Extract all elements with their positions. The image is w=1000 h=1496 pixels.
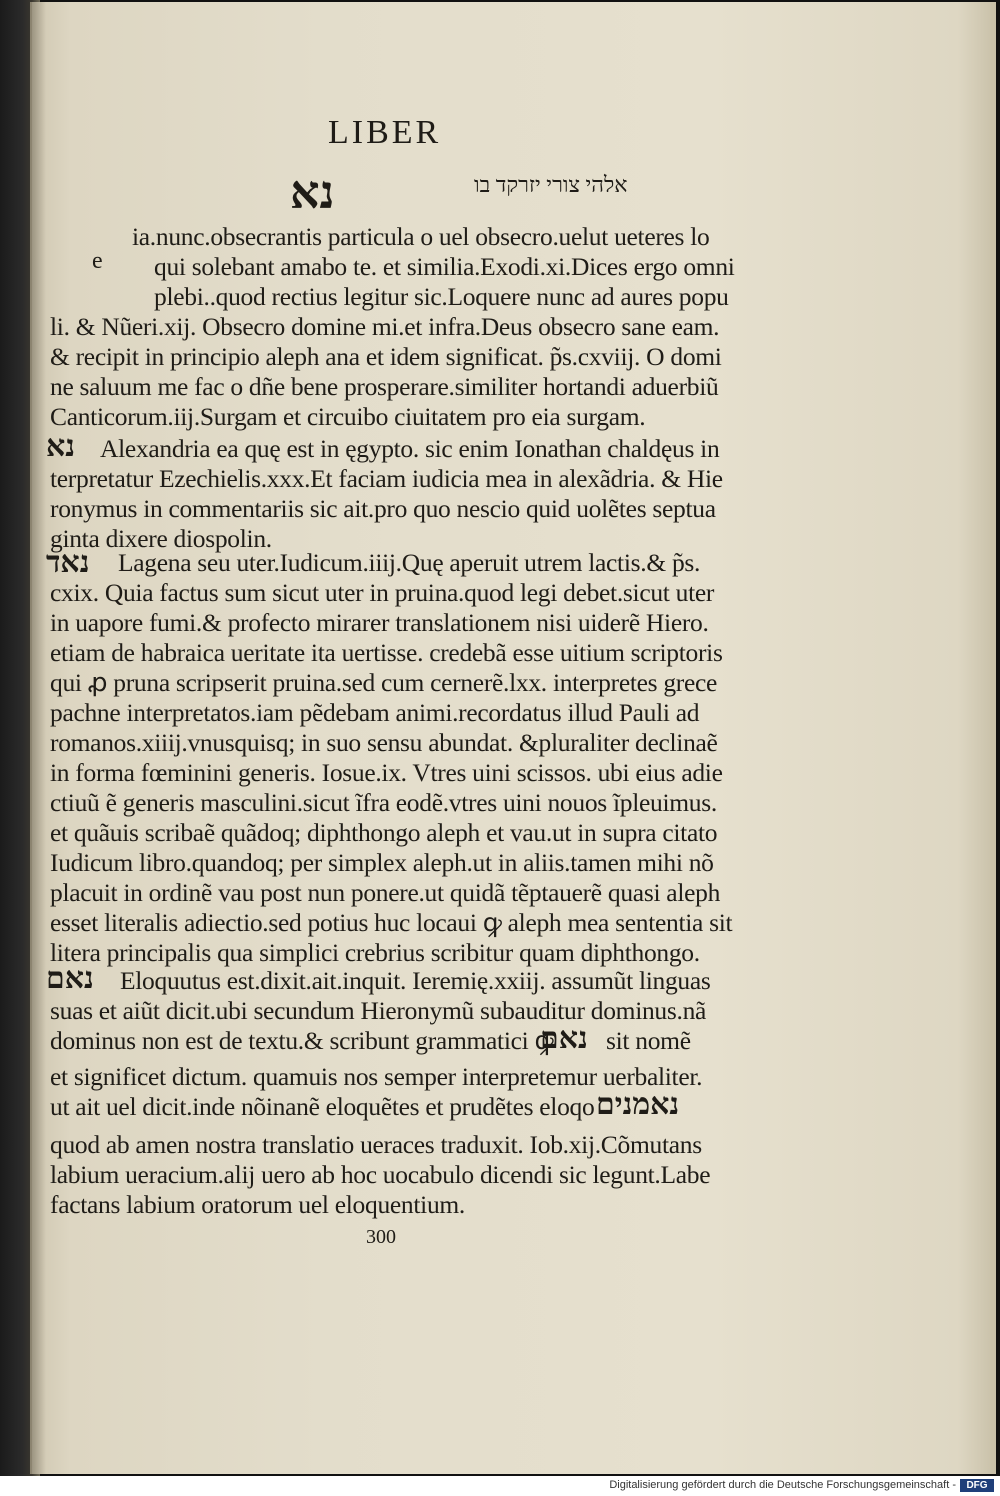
text-line: litera principalis qua simplici crebrius scribitur quam diphthongo.: [50, 938, 700, 967]
entry-hebrew-word: נא: [46, 430, 76, 463]
text-line: dominus non est de textu.& scribunt grammatici ꝙ: [50, 1026, 554, 1055]
margin-mark: e: [92, 248, 103, 274]
text-line: placuit in ordinẽ vau post nun ponere.ut quidã tẽptauerẽ quasi aleph: [50, 878, 721, 907]
text-line: pachne interpretatos.iam pẽdebam animi.recordatus illud Pauli ad: [50, 698, 700, 727]
text-line: ut ait uel dicit.inde nõinanẽ eloquẽtes et prudẽtes eloqo: [50, 1092, 595, 1121]
text-line: et quãuis scribaẽ quãdoq; diphthongo aleph et vau.ut in supra citato: [50, 818, 718, 847]
footer-credit: Digitalisierung gefördert durch die Deutsche Forschungsgemeinschaft -: [609, 1479, 956, 1491]
entry-hebrew-heading: נא: [290, 167, 335, 218]
dfg-logo: DFG: [960, 1479, 994, 1492]
text-line: & recipit in principio aleph ana et idem significat. p̃s.cxviij. O domi: [50, 342, 722, 371]
text-line: Eloquutus est.dixit.ait.inquit. Ieremię.xxiij. assumũt linguas: [120, 966, 711, 995]
text-line: quod ab amen nostra translatio ueraces traduxit. Iob.xij.Cõmutans: [50, 1130, 702, 1159]
entry-hebrew-word: נאד: [46, 546, 90, 579]
entry-hebrew-word: נאם: [46, 962, 94, 995]
text-line: terpretatur Ezechielis.xxx.Et faciam iudicia mea in alexãdria. & Hie: [50, 464, 723, 493]
text-line: labium ueracium.alij uero ab hoc uocabulo dicendi sic legunt.Labe: [50, 1160, 711, 1189]
page-gutter-shadow: [32, 2, 46, 1474]
text-line: ginta dixere diospolin.: [50, 524, 272, 553]
text-line: etiam de habraica ueritate ita uertisse. credebã esse uitium scriptoris: [50, 638, 723, 667]
footer-bar: [0, 1476, 1000, 1496]
text-line: Iudicum libro.quandoq; per simplex aleph.ut in aliis.tamen mihi nõ: [50, 848, 714, 877]
page-header: LIBER: [328, 114, 442, 151]
text-line: ne saluum me fac o dñe bene prosperare.similiter hortandi aduerbiũ: [50, 372, 719, 401]
text-line: ia.nunc.obsecrantis particula o uel obsecro.uelut ueteres lo: [132, 222, 710, 251]
inline-hebrew-word: נאם: [540, 1022, 588, 1055]
text-line: qui solebant amabo te. et similia.Exodi.xi.Dices ergo omni: [154, 252, 735, 281]
text-line: in uapore fumi.& profecto mirarer translationem nisi uiderẽ Hiero.: [50, 608, 709, 637]
text-line: plebi..quod rectius legitur sic.Loquere nunc ad aures popu: [154, 282, 729, 311]
text-line: in forma fœminini generis. Iosue.ix. Vtres uini scissos. ubi eius adie: [50, 758, 723, 787]
text-line: ctiuũ ẽ generis masculini.sicut ĩfra eodẽ.vtres uini nouos ĩpleuimus.: [50, 788, 717, 817]
hebrew-marginal-note: אלהי צורי יזרקד בו: [474, 172, 628, 197]
text-line: ronymus in commentariis sic ait.pro quo nescio quid uolẽtes septua: [50, 494, 716, 523]
text-line: factans labium oratorum uel eloquentium.: [50, 1190, 466, 1219]
text-line: qui ꝓ pruna scripserit pruina.sed cum cernerẽ.lxx. interpretes grece: [50, 668, 718, 697]
text-line: Alexandria ea quę est in ęgypto. sic enim Ionathan chaldęus in: [100, 434, 720, 463]
text-line: romanos.xiiij.vnusquisq; in suo sensu abundat. &pluraliter declinaẽ: [50, 728, 718, 757]
text-line: sit nomẽ: [606, 1026, 691, 1055]
text-line: Lagena seu uter.Iudicum.iiij.Quę aperuit utrem lactis.& p̃s.: [118, 548, 701, 577]
text-line: et significet dictum. quamuis nos semper interpretemur uerbaliter.: [50, 1062, 703, 1091]
page-number: 300: [366, 1226, 396, 1248]
text-line: esset literalis adiectio.sed potius huc locaui ꝙ aleph mea sententia sit: [50, 908, 733, 937]
inline-hebrew-word: נאמנים: [596, 1088, 680, 1121]
text-line: Canticorum.iij.Surgam et circuibo ciuitatem pro eia surgam.: [50, 402, 646, 431]
text-line: li. & Nũeri.xij. Obsecro domine mi.et infra.Deus obsecro sane eam.: [50, 312, 720, 341]
text-line: cxix. Quia factus sum sicut uter in pruina.quod legi debet.sicut uter: [50, 578, 715, 607]
text-line: suas et aiũt dicit.ubi secundum Hieronymũ subauditur dominus.nã: [50, 996, 707, 1025]
